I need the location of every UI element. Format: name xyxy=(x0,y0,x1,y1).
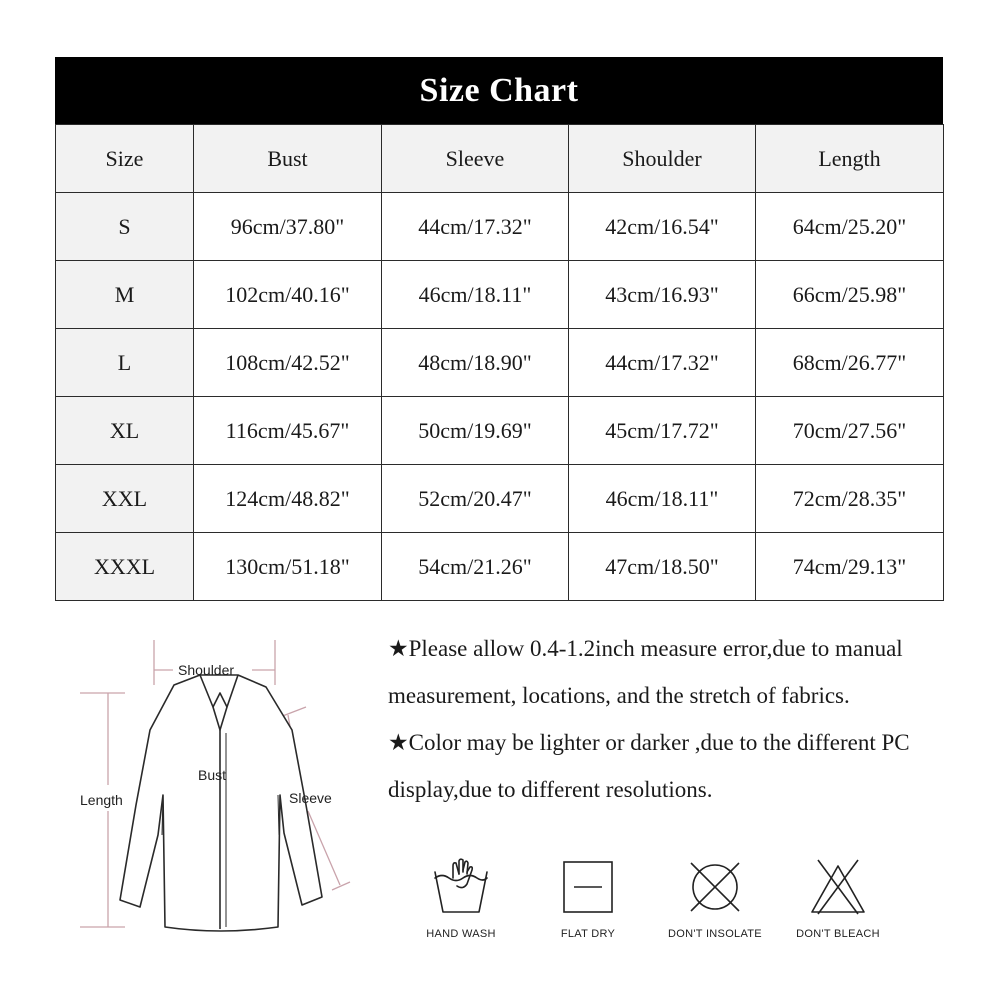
table-cell: 50cm/19.69" xyxy=(382,397,569,465)
sleeve-label: Sleeve xyxy=(289,790,332,806)
no-sun-icon xyxy=(683,858,747,916)
table-cell: 46cm/18.11" xyxy=(382,261,569,329)
dont-bleach-label: DON'T BLEACH xyxy=(796,928,880,940)
table-cell: 44cm/17.32" xyxy=(382,193,569,261)
flat-dry-label: FLAT DRY xyxy=(560,928,616,940)
table-row xyxy=(56,533,944,601)
table-cell: 96cm/37.80" xyxy=(194,193,382,261)
table-cell: 44cm/17.32" xyxy=(569,329,756,397)
table-cell: 43cm/16.93" xyxy=(569,261,756,329)
no-bleach-icon xyxy=(806,858,870,916)
size-cell: S xyxy=(56,193,194,261)
table-cell: 124cm/48.82" xyxy=(194,465,382,533)
table-cell: 47cm/18.50" xyxy=(569,533,756,601)
table-row xyxy=(56,329,944,397)
table-cell: 72cm/28.35" xyxy=(756,465,944,533)
table-cell: 130cm/51.18" xyxy=(194,533,382,601)
table-header-row xyxy=(56,125,944,193)
table-cell: 74cm/29.13" xyxy=(756,533,944,601)
size-cell: XXXL xyxy=(56,533,194,601)
table-cell: 45cm/17.72" xyxy=(569,397,756,465)
table-row xyxy=(56,193,944,261)
bust-label: Bust xyxy=(198,767,227,783)
size-cell: XL xyxy=(56,397,194,465)
chart-title: Size Chart xyxy=(55,57,943,124)
size-table xyxy=(55,124,944,601)
size-cell: XXL xyxy=(56,465,194,533)
header-cell: Length xyxy=(756,125,944,193)
table-row xyxy=(56,261,944,329)
hand-wash-label: HAND WASH xyxy=(426,928,496,940)
table-cell: 66cm/25.98" xyxy=(756,261,944,329)
measure-error-note: ★Please allow 0.4-1.2inch measure error,due to manual measurement, locations, and the stretch of fabrics. xyxy=(388,636,903,708)
table-cell: 64cm/25.20" xyxy=(756,193,944,261)
table-cell: 116cm/45.67" xyxy=(194,397,382,465)
color-note: ★Color may be lighter or darker ,due to the different PC display,due to different resolutions. xyxy=(388,730,910,802)
size-cell: L xyxy=(56,329,194,397)
header-cell: Bust xyxy=(194,125,382,193)
table-cell: 46cm/18.11" xyxy=(569,465,756,533)
header-cell: Sleeve xyxy=(382,125,569,193)
hand-wash-care xyxy=(391,858,531,940)
table-cell: 108cm/42.52" xyxy=(194,329,382,397)
dont-insolate-care xyxy=(645,858,785,940)
table-cell: 70cm/27.56" xyxy=(756,397,944,465)
table-cell: 42cm/16.54" xyxy=(569,193,756,261)
dont-bleach-care xyxy=(768,858,908,940)
shirt-measurement-diagram xyxy=(70,635,370,935)
size-chart xyxy=(55,57,943,601)
table-row xyxy=(56,397,944,465)
length-label: Length xyxy=(80,792,123,808)
hand-wash-icon xyxy=(429,858,493,916)
dont-insolate-label: DON'T INSOLATE xyxy=(668,928,762,940)
table-cell: 52cm/20.47" xyxy=(382,465,569,533)
table-cell: 48cm/18.90" xyxy=(382,329,569,397)
notes xyxy=(388,625,948,813)
table-cell: 68cm/26.77" xyxy=(756,329,944,397)
header-cell: Shoulder xyxy=(569,125,756,193)
table-cell: 54cm/21.26" xyxy=(382,533,569,601)
size-cell: M xyxy=(56,261,194,329)
table-row xyxy=(56,465,944,533)
flat-dry-care xyxy=(518,858,658,940)
shirt-illustration xyxy=(70,635,370,935)
table-cell: 102cm/40.16" xyxy=(194,261,382,329)
shoulder-label: Shoulder xyxy=(178,662,235,678)
header-cell: Size xyxy=(56,125,194,193)
flat-dry-icon xyxy=(556,858,620,916)
